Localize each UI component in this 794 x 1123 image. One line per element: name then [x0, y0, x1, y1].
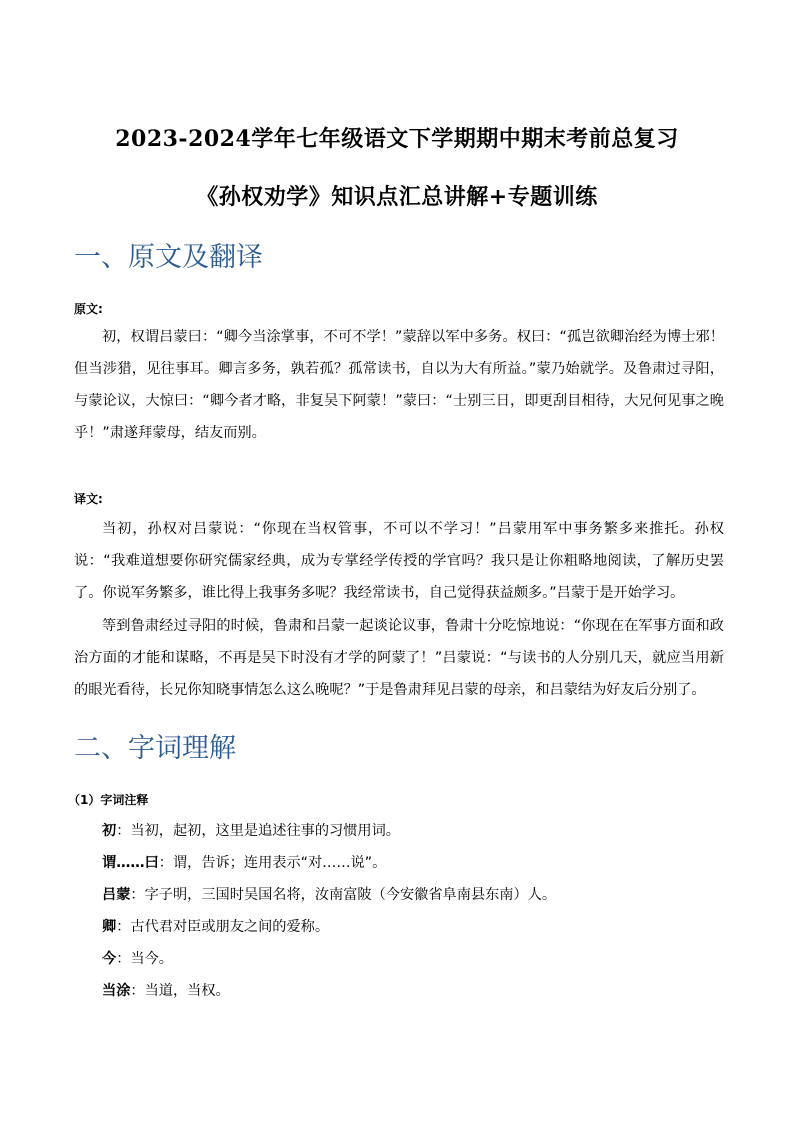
definition-text: ：当道，当权。	[130, 983, 230, 999]
section-heading-vocabulary: 二、字词理解	[74, 733, 236, 764]
translation-label: 译文:	[74, 492, 103, 506]
vocabulary-sublabel: （1）字词注释	[68, 793, 149, 807]
definition-term: 今	[102, 951, 117, 967]
definition-term: 当涂	[102, 983, 131, 999]
definition-item	[102, 852, 386, 872]
definition-term: 初	[102, 823, 117, 839]
definition-item	[102, 948, 173, 968]
definition-item	[102, 916, 329, 936]
definition-term: 吕蒙	[102, 887, 131, 903]
definition-item	[102, 820, 400, 840]
definition-item	[102, 980, 230, 1000]
definition-text: ：当初，起初，这里是追述往事的习惯用词。	[116, 823, 400, 839]
document-title: 2023-2024学年七年级语文下学期期中期末考前总复习	[115, 126, 679, 152]
definition-text: ：字子明，三国时吴国名将，汝南富陂（今安徽省阜南县东南）人。	[130, 887, 557, 903]
translation-paragraph-2: 等到鲁肃经过寻阳的时候，鲁肃和吕蒙一起谈论议事，鲁肃十分吃惊地说：“你现在在军事方面和政治方面的才能和谋略，不再是吴下时没有才学的阿蒙了！”吕蒙说：“与读书的人分别几天，就应当用新的眼光看待，长兄你知晓事情怎么这么晚呢？”于是鲁肃拜见吕蒙的母亲，和吕蒙结为好友后分别了。	[74, 618, 724, 698]
section-heading-original-translation: 一、原文及翻译	[74, 242, 263, 273]
original-label: 原文:	[74, 302, 103, 316]
definition-text: ：谓，告诉；连用表示“对……说”。	[158, 855, 387, 871]
definition-text: ：当今。	[116, 951, 173, 967]
document-subtitle: 《孙权劝学》知识点汇总讲解+专题训练	[196, 184, 598, 210]
translation-paragraph-1: 当初，孙权对吕蒙说：“你现在当权管事，不可以不学习！”吕蒙用军中事务繁多来推托。孙权说：“我难道想要你研究儒家经典，成为专掌经学传授的学官吗？我只是让你粗略地阅读，了解历史罢了。你说军务繁多，谁比得上我事务多呢？我经常读书，自己觉得获益颇多。”吕蒙于是开始学习。	[74, 521, 724, 601]
definition-item	[102, 884, 556, 904]
original-text-paragraph: 初，权谓吕蒙曰：“卿今当涂掌事，不可不学！”蒙辞以军中多务。权曰：“孤岂欲卿治经为博士邪！但当涉猎，见往事耳。卿言多务，孰若孤？孤常读书，自以为大有所益。”蒙乃始就学。及鲁肃过寻阳，与蒙论议，大惊曰：“卿今者才略，非复吴下阿蒙！”蒙曰：“士别三日，即更刮目相待，大兄何见事之晚乎！”肃遂拜蒙母，结友而别。	[74, 329, 724, 441]
definition-text: ：古代君对臣或朋友之间的爱称。	[116, 919, 330, 935]
definition-term: 谓……曰	[102, 855, 159, 871]
definition-term: 卿	[102, 919, 117, 935]
